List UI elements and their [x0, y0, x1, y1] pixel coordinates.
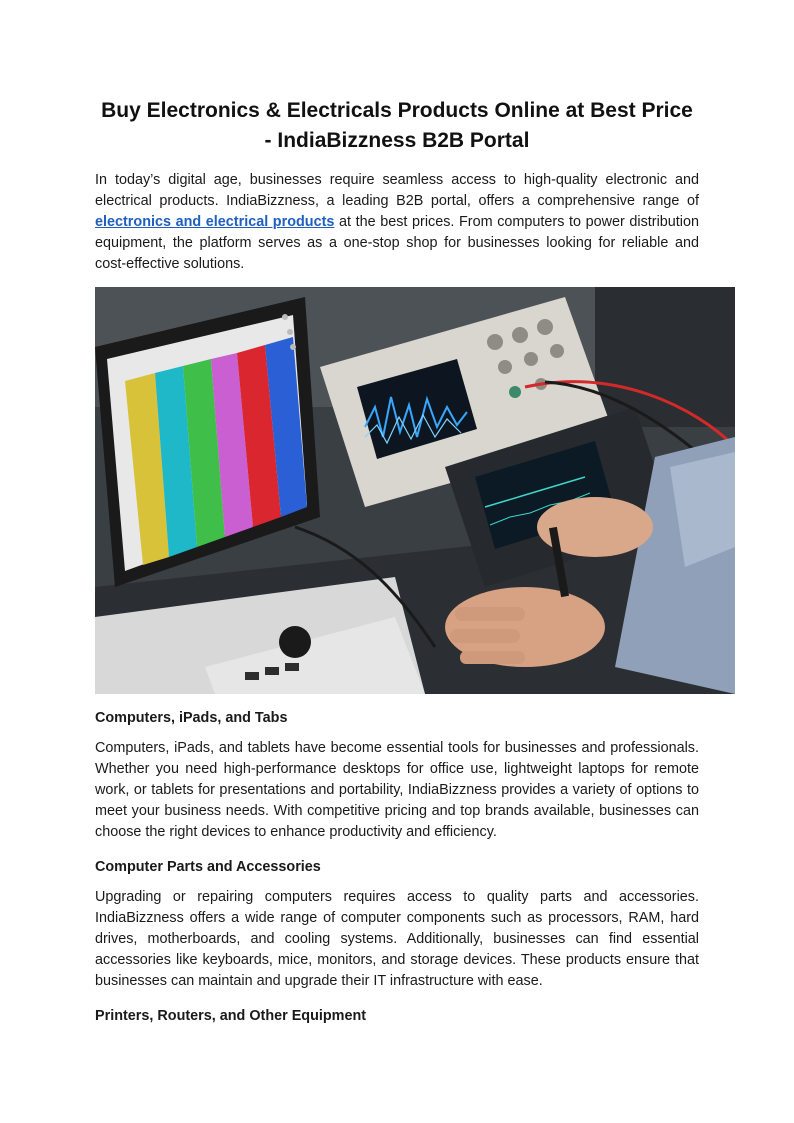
electronics-products-link[interactable]: electronics and electrical products [95, 214, 335, 230]
electronics-lab-photo-icon [95, 287, 735, 694]
section-heading-printers-routers: Printers, Routers, and Other Equipment [95, 1008, 367, 1024]
intro-paragraph [95, 170, 699, 275]
section-heading-computers: Computers, iPads, and Tabs [95, 710, 288, 726]
section-heading-computer-parts: Computer Parts and Accessories [95, 859, 321, 875]
section-text-computer-parts: Upgrading or repairing computers requires access to quality parts and accessories. IndiaBizzness offers a wide range of computer components such as processors, RAM, hard drives, motherboards, and cooling systems. Additionally, businesses can find essential accessories like keyboards, mice, monitors, and storage devices. These products ensure that businesses can maintain and upgrade their IT infrastructure with ease. [95, 889, 699, 989]
intro-text-before-link: In today’s digital age, businesses require seamless access to high-quality electronic and electrical products. IndiaBizzness, a leading B2B portal, offers a comprehensive range of [95, 172, 699, 209]
page-title: Buy Electronics & Electricals Products Online at Best Price - IndiaBizzness B2B Portal [101, 99, 693, 152]
document-page [95, 96, 699, 1026]
section-text-computers: Computers, iPads, and tablets have become essential tools for businesses and professionals. Whether you need high-performance desktops for office use, lightweight laptops for remote work, or tablets for presentations and portability, IndiaBizzness provides a variety of options to meet your business needs. With competitive pricing and top brands available, businesses can choose the right devices to enhance productivity and efficiency. [95, 740, 699, 840]
intro-text-after-link: at the best prices. From computers to power distribution equipment, the platform serves as a one-stop shop for businesses looking for reliable and cost-effective solutions. [95, 214, 700, 272]
